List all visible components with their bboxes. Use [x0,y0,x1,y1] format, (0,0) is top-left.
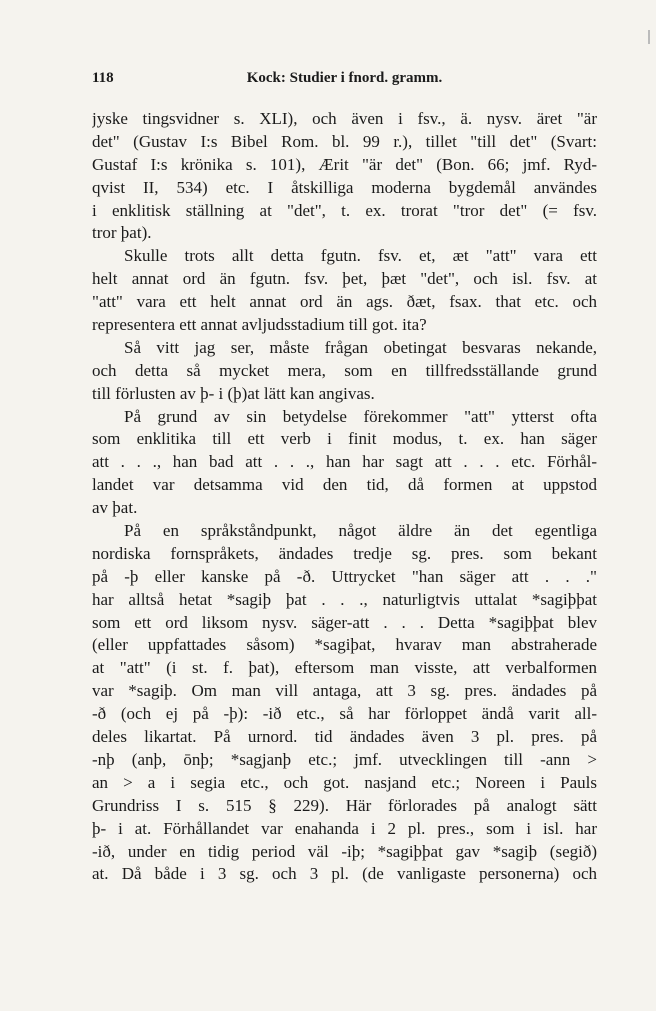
text-line: var *sagiþ. Om man vill antaga, att 3 sg. pres. ändades på [92,681,597,701]
text-line: Så vitt jag ser, måste frågan obetingat besvaras nekande, [124,337,597,357]
text-line: helt annat ord än fgutn. fsv. þet, þæt "det", och isl. fsv. at [92,269,597,289]
text-line: Gustaf I:s krönika s. 101), Ærit "är det" (Bon. 66; jmf. Ryd- [92,154,597,174]
body-text [92,108,597,886]
text-line: det" (Gustav I:s Bibel Rom. bl. 99 r.), tillet "till det" (Svart: [92,131,597,151]
text-line: har alltså hetat *sagiþ þat . . ., naturligtvis uttalat *sagiþþat [92,589,597,609]
text-line: an > a i segia etc., och got. nasjand etc.; Noreen i Pauls [92,772,597,792]
text-line: þ- i at. Förhållandet var enahanda i 2 pl. pres., som i isl. har [92,818,597,838]
text-line: -ið, under en tidig period väl -iþ; *sagiþþat gav *sagiþ (segið) [92,841,597,861]
text-line: -nþ (anþ, ōnþ; *sagjanþ etc.; jmf. utvecklingen till -ann > [92,749,597,769]
text-line: -ð (och ej på -þ): -ið etc., så har förloppet ändå varit all- [92,704,597,724]
text-line: i enklitisk ställning at "det", t. ex. trorat "tror det" (= fsv. [92,200,597,220]
page-header [92,70,597,92]
text-line: "att" vara ett helt annat ord än ags. ðæt, fsax. that etc. och [92,292,597,312]
text-line: landet var detsamma vid den tid, då formen at uppstod [92,475,597,495]
text-line: (eller uppfattades såsom) *sagiþat, hvarav man abstraherade [92,635,597,655]
text-line: qvist II, 534) etc. I åtskilliga moderna bygdemål användes [92,177,597,197]
text-line: av þat. [92,498,138,518]
text-line: på -þ eller kanske på -ð. Uttrycket "han säger att . . ." [92,566,597,586]
text-line: at. Då både i 3 sg. och 3 pl. (de vanligaste personerna) och [92,864,597,884]
running-title: Kock: Studier i fnord. gramm. [246,70,443,86]
text-line: till förlusten av þ- i (þ)at lätt kan angivas. [92,383,375,403]
page-number: 118 [92,70,114,86]
text-line: at "att" (i st. f. þat), eftersom man visste, att verbalformen [92,658,597,678]
text-line: representera ett annat avljudsstadium till got. ita? [92,315,427,335]
text-line: deles likartat. På urnord. tid ändades även 3 pl. pres. på [92,727,597,747]
text-line: och detta så mycket mera, som en tillfredsställande grund [92,360,597,380]
text-line: nordiska fornspråkets, ändades tredje sg. pres. som bekant [92,543,597,563]
text-line: att . . ., han bad att . . ., han har sagt att . . . etc. Förhål- [92,452,597,472]
text-line: På en språkståndpunkt, något äldre än det egentliga [124,521,597,541]
text-line: jyske tingsvidner s. XLI), och även i fsv., ä. nysv. äret "är [92,109,597,128]
text-line: Skulle trots allt detta fgutn. fsv. et, æt "att" vara ett [124,246,597,266]
text-line: tror þat). [92,223,152,243]
text-line: På grund av sin betydelse förekommer "att" ytterst ofta [124,406,597,426]
page-edge-mark [648,30,650,44]
text-line: som ett ord liksom nysv. säger-att . . . Detta *sagiþþat blev [92,612,597,632]
text-line: Grundriss I s. 515 § 229). Här förlorades på analogt sätt [92,795,597,815]
text-line: som enklitika till ett verb i finit modus, t. ex. han säger [92,429,597,449]
